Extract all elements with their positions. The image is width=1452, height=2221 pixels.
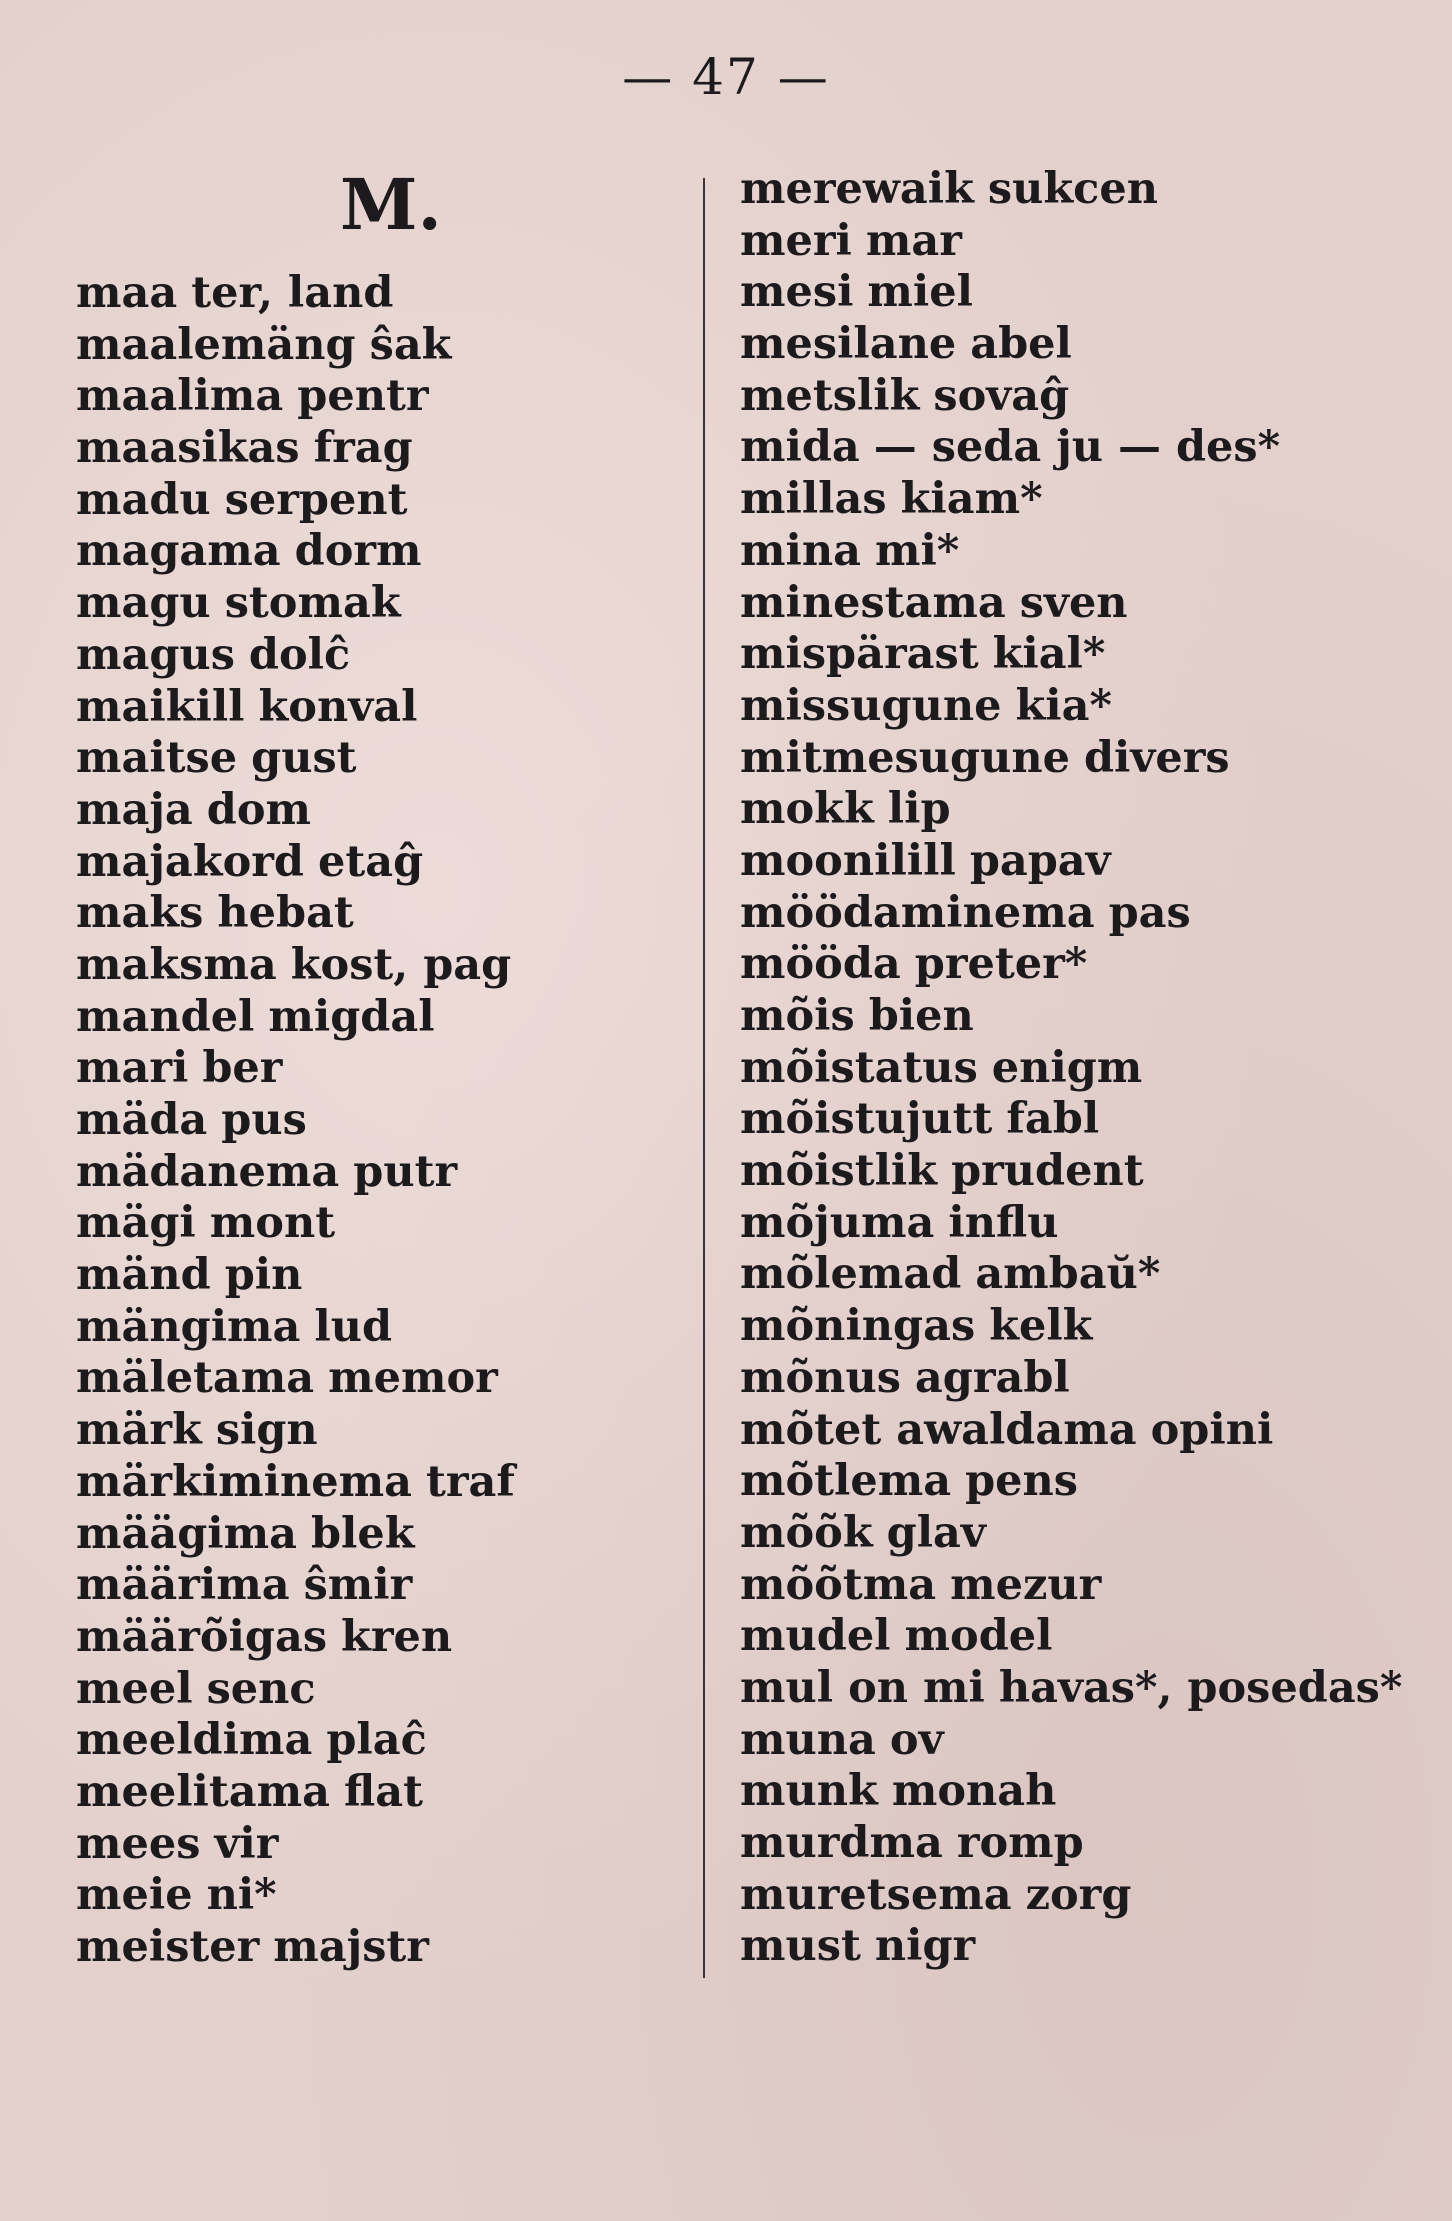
entry-headword: meister xyxy=(76,1922,260,1972)
entry-headword: mina xyxy=(740,525,861,576)
dictionary-entry xyxy=(76,1457,515,1509)
dictionary-entry xyxy=(740,1611,1402,1663)
entry-gloss: pentr xyxy=(297,371,429,422)
entry-gloss: mi* xyxy=(874,525,960,576)
entry-gloss: papav xyxy=(969,835,1111,886)
entry-gloss: nigr xyxy=(874,1921,976,1972)
entry-gloss: mezur xyxy=(950,1559,1102,1610)
dictionary-entry xyxy=(76,1147,515,1199)
entry-headword: mõõk xyxy=(740,1507,873,1558)
entry-headword: majakord xyxy=(76,836,304,887)
dictionary-entry xyxy=(76,630,515,682)
entry-gloss: gust xyxy=(251,733,357,784)
dictionary-entry xyxy=(76,1870,515,1922)
entry-headword: must xyxy=(740,1921,861,1972)
dictionary-entry xyxy=(740,1043,1402,1095)
dictionary-entry xyxy=(740,1198,1402,1250)
entry-headword: mänd xyxy=(76,1250,211,1301)
entry-headword: merewaik xyxy=(740,164,974,214)
entry-gloss: influ xyxy=(948,1197,1059,1248)
entry-gloss: glav xyxy=(886,1507,986,1558)
dictionary-entry xyxy=(740,216,1402,268)
entry-gloss: ni* xyxy=(206,1870,277,1921)
dictionary-entry xyxy=(76,1095,515,1147)
entry-headword: mari xyxy=(76,1043,189,1094)
right-column xyxy=(740,164,1402,1973)
entry-headword: meeldima xyxy=(76,1715,313,1766)
dictionary-entry xyxy=(740,1663,1402,1715)
entry-headword: mesilane xyxy=(740,319,957,370)
entry-gloss: romp xyxy=(956,1818,1084,1868)
dictionary-entry xyxy=(740,733,1402,785)
dictionary-entry xyxy=(740,1405,1402,1457)
dictionary-entry xyxy=(76,371,515,423)
entry-headword: maitse xyxy=(76,733,238,784)
entry-gloss: dolĉ xyxy=(248,629,351,680)
entry-gloss: kia* xyxy=(1015,680,1112,731)
dictionary-entry xyxy=(740,319,1402,371)
entry-gloss: preter* xyxy=(914,939,1088,990)
dictionary-entry xyxy=(740,1560,1402,1612)
dictionary-entry xyxy=(76,1922,515,1974)
column-divider xyxy=(703,178,705,1978)
entry-headword: mööda xyxy=(740,939,901,990)
dictionary-entry xyxy=(740,1870,1402,1922)
entry-headword: millas xyxy=(740,474,887,525)
dictionary-entry xyxy=(76,992,515,1044)
dictionary-entry xyxy=(76,1198,515,1250)
entry-headword: mudel xyxy=(740,1611,891,1662)
dictionary-entry xyxy=(740,784,1402,836)
entry-gloss: fabl xyxy=(1006,1094,1100,1145)
dictionary-entry xyxy=(76,1767,515,1819)
dictionary-entry xyxy=(740,1715,1402,1767)
dictionary-entry xyxy=(76,268,515,320)
entry-headword: mõtlema xyxy=(740,1456,952,1507)
entry-gloss: sign xyxy=(215,1405,318,1456)
entry-headword: mokk xyxy=(740,784,874,835)
dictionary-entry xyxy=(76,1664,515,1716)
entry-headword: mõningas xyxy=(740,1301,976,1352)
dictionary-entry xyxy=(76,1560,515,1612)
entry-headword: mängima xyxy=(76,1301,301,1352)
section-letter: M. xyxy=(340,163,442,246)
entry-headword: meel xyxy=(76,1663,193,1714)
entry-headword: maksma xyxy=(76,939,277,990)
entry-gloss: sovaĝ xyxy=(933,370,1070,421)
dictionary-entry xyxy=(76,475,515,527)
entry-headword: mäda xyxy=(76,1095,208,1145)
entry-gloss: migdal xyxy=(268,991,435,1042)
dictionary-entry xyxy=(76,733,515,785)
entry-gloss: flat xyxy=(343,1766,423,1817)
entry-headword: mitmesugune xyxy=(740,732,1070,783)
entry-gloss: monah xyxy=(891,1766,1057,1817)
entry-gloss: pus xyxy=(221,1095,307,1145)
entry-headword: mägi xyxy=(76,1198,196,1249)
entry-gloss: traf xyxy=(425,1456,515,1507)
dictionary-entry xyxy=(740,474,1402,526)
entry-headword: mõlemad xyxy=(740,1249,962,1300)
entry-headword: magu xyxy=(76,578,211,629)
entry-headword: minestama xyxy=(740,577,1006,628)
entry-gloss: lip xyxy=(887,784,951,835)
entry-gloss: kost, pag xyxy=(290,939,512,990)
dictionary-entry xyxy=(76,1509,515,1561)
entry-gloss: zorg xyxy=(1025,1869,1132,1920)
entry-gloss: prudent xyxy=(951,1146,1144,1197)
dictionary-entry xyxy=(76,682,515,734)
entry-gloss: etaĝ xyxy=(317,836,424,887)
entry-gloss: pin xyxy=(224,1250,303,1301)
entry-gloss: mont xyxy=(209,1198,336,1249)
entry-headword: mees xyxy=(76,1818,201,1869)
entry-gloss: plaĉ xyxy=(326,1715,427,1766)
entry-gloss: hebat xyxy=(217,888,354,939)
page-number: — 47 — xyxy=(622,48,830,106)
dictionary-entry xyxy=(740,681,1402,733)
entry-gloss: — seda ju — des* xyxy=(873,422,1281,473)
dictionary-entry xyxy=(740,1818,1402,1870)
entry-headword: mäletama xyxy=(76,1353,315,1404)
entry-headword: mõistatus xyxy=(740,1042,978,1093)
entry-headword: mul on mi xyxy=(740,1662,985,1713)
entry-headword: murdma xyxy=(740,1818,943,1868)
entry-gloss: agrabl xyxy=(914,1352,1070,1403)
entry-headword: missugune xyxy=(740,680,1002,731)
dictionary-entry xyxy=(740,888,1402,940)
entry-gloss: kial* xyxy=(992,629,1106,680)
dictionary-entry xyxy=(76,1405,515,1457)
entry-headword: maikill xyxy=(76,681,245,732)
entry-gloss: stomak xyxy=(224,578,401,629)
entry-headword: meelitama xyxy=(76,1766,330,1817)
dictionary-entry xyxy=(740,526,1402,578)
entry-gloss: mar xyxy=(865,215,962,266)
entry-headword: munk xyxy=(740,1766,878,1817)
dictionary-entry xyxy=(76,1250,515,1302)
entry-gloss: dom xyxy=(206,784,312,835)
entry-headword: mõtet awaldama xyxy=(740,1404,1137,1455)
entry-headword: meri xyxy=(740,215,852,266)
dictionary-entry xyxy=(740,422,1402,474)
dictionary-entry xyxy=(76,320,515,372)
dictionary-entry xyxy=(740,371,1402,423)
dictionary-entry xyxy=(76,1612,515,1664)
entry-gloss: ŝmir xyxy=(303,1560,413,1611)
entry-headword: määrõigas xyxy=(76,1611,328,1662)
entry-gloss: kren xyxy=(341,1611,453,1662)
dictionary-entry xyxy=(76,526,515,578)
entry-gloss: serpent xyxy=(224,474,408,525)
dictionary-entry xyxy=(76,1819,515,1871)
entry-headword: mandel xyxy=(76,991,255,1042)
entry-gloss: senc xyxy=(206,1663,316,1714)
entry-headword: mida xyxy=(740,422,860,473)
entry-headword: mõistujutt xyxy=(740,1094,993,1145)
entry-gloss: blek xyxy=(310,1508,415,1559)
dictionary-entry xyxy=(76,1715,515,1767)
dictionary-entry xyxy=(76,785,515,837)
entry-gloss: miel xyxy=(867,267,973,318)
dictionary-entry xyxy=(740,578,1402,630)
entry-headword: mispärast xyxy=(740,629,979,680)
dictionary-entry xyxy=(76,1302,515,1354)
dictionary-entry xyxy=(740,1146,1402,1198)
entry-gloss: ŝak xyxy=(369,319,452,370)
dictionary-entry xyxy=(740,164,1402,216)
entry-gloss: sven xyxy=(1019,577,1128,628)
entry-gloss: pens xyxy=(965,1456,1079,1507)
entry-gloss: opini xyxy=(1150,1404,1274,1455)
left-column xyxy=(76,268,515,1974)
entry-gloss: enigm xyxy=(991,1042,1143,1093)
entry-headword: mesi xyxy=(740,267,854,318)
dictionary-entry xyxy=(740,1301,1402,1353)
entry-gloss: frag xyxy=(313,423,413,474)
entry-gloss: putr xyxy=(353,1146,458,1197)
entry-gloss: ber xyxy=(202,1043,283,1094)
entry-headword: maa xyxy=(76,268,178,318)
entry-headword: maja xyxy=(76,784,193,835)
entry-headword: maalemäng xyxy=(76,319,356,370)
entry-headword: maasikas xyxy=(76,423,300,474)
entry-gloss: kiam* xyxy=(900,474,1043,525)
entry-gloss: havas*, posedas* xyxy=(998,1662,1403,1713)
entry-gloss: ambaŭ* xyxy=(975,1249,1161,1300)
entry-headword: muna xyxy=(740,1714,876,1765)
entry-headword: magus xyxy=(76,629,235,680)
entry-gloss: ter, land xyxy=(191,268,394,318)
entry-gloss: model xyxy=(904,1611,1053,1662)
entry-gloss: konval xyxy=(258,681,418,732)
entry-headword: moonilill xyxy=(740,835,956,886)
entry-headword: mõnus xyxy=(740,1352,901,1403)
dictionary-entry xyxy=(740,991,1402,1043)
dictionary-entry xyxy=(76,1353,515,1405)
entry-headword: mõistlik xyxy=(740,1146,938,1197)
entry-headword: maks xyxy=(76,888,204,939)
dictionary-entry xyxy=(76,940,515,992)
entry-headword: mõõtma xyxy=(740,1559,937,1610)
entry-gloss: divers xyxy=(1083,732,1230,783)
entry-headword: metslik xyxy=(740,370,920,421)
dictionary-entry xyxy=(740,1249,1402,1301)
entry-headword: märk xyxy=(76,1405,202,1456)
dictionary-entry xyxy=(740,629,1402,681)
entry-headword: magama xyxy=(76,526,281,577)
dictionary-entry xyxy=(740,836,1402,888)
entry-headword: märkiminema xyxy=(76,1456,412,1507)
dictionary-entry xyxy=(76,423,515,475)
entry-headword: mõjuma xyxy=(740,1197,935,1248)
entry-headword: mädanema xyxy=(76,1146,340,1197)
entry-gloss: pas xyxy=(1108,887,1191,938)
entry-gloss: vir xyxy=(214,1818,279,1869)
dictionary-entry xyxy=(76,578,515,630)
dictionary-entry xyxy=(740,1508,1402,1560)
entry-headword: muretsema xyxy=(740,1869,1012,1920)
entry-headword: maalima xyxy=(76,371,284,422)
entry-headword: madu xyxy=(76,474,211,525)
entry-gloss: ov xyxy=(889,1714,944,1765)
entry-headword: mõis xyxy=(740,991,855,1041)
dictionary-entry xyxy=(740,1456,1402,1508)
dictionary-entry xyxy=(740,939,1402,991)
entry-gloss: kelk xyxy=(989,1301,1093,1352)
entry-headword: määrima xyxy=(76,1560,290,1611)
dictionary-entry xyxy=(740,267,1402,319)
dictionary-entry xyxy=(76,888,515,940)
entry-gloss: majstr xyxy=(273,1922,429,1972)
entry-gloss: abel xyxy=(970,319,1072,370)
dictionary-entry xyxy=(76,1043,515,1095)
dictionary-entry xyxy=(740,1921,1402,1973)
dictionary-entry xyxy=(740,1353,1402,1405)
entry-gloss: dorm xyxy=(294,526,422,577)
entry-gloss: bien xyxy=(868,991,974,1041)
entry-gloss: sukcen xyxy=(987,164,1158,214)
dictionary-entry xyxy=(740,1766,1402,1818)
entry-gloss: memor xyxy=(328,1353,498,1404)
entry-gloss: lud xyxy=(314,1301,393,1352)
dictionary-entry xyxy=(76,837,515,889)
dictionary-entry xyxy=(740,1094,1402,1146)
entry-headword: möödaminema xyxy=(740,887,1095,938)
entry-headword: meie xyxy=(76,1870,193,1921)
entry-headword: määgima xyxy=(76,1508,297,1559)
